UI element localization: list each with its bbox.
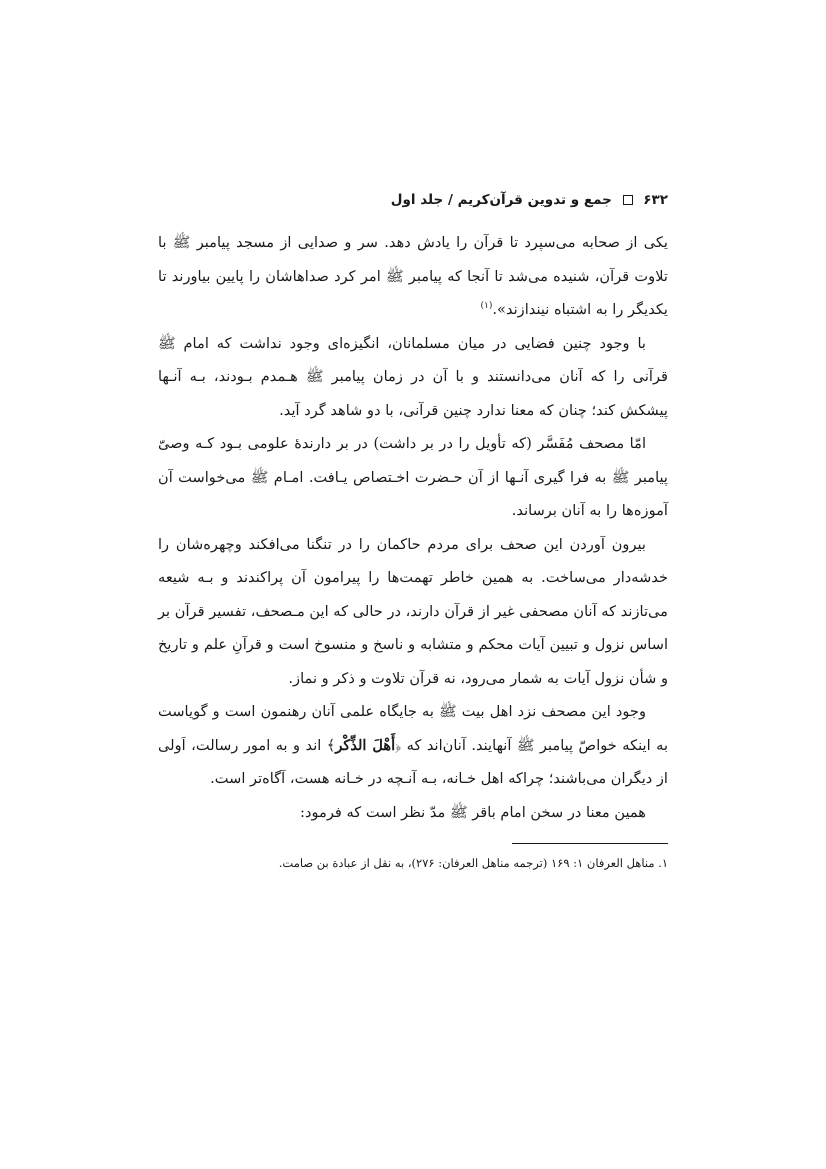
paragraph-1 bbox=[158, 226, 668, 327]
quran-quote: أَهْلَ الذِّكْر bbox=[335, 736, 396, 754]
paragraph-6: همین معنا در سخن امام باقر ﷺ مدّ نظر است که فرمود: bbox=[300, 803, 646, 821]
running-title: جمع و تدوین قرآن‌کریم / جلد اول bbox=[390, 192, 612, 208]
paragraph-5-after: ﴾ اند و به امور رسالت، اَولی از دیگران می‌باشند؛ چراکه اهل خـانه، بـه آنـچه در خـانه هست، آگاه‌تر است. bbox=[158, 736, 668, 787]
paragraph-3: امّا مصحف مُفَسَّر (که تأویل را در بر داشت) در بر دارندهٔ علومی بـود کـه وصیّ پیامبر ﷺ به فرا گیری آنـها از آن حـضرت اخـتصاص یـافت. امـام ﷺ می‌خواست آن آموزه‌ها را به آنان برساند. bbox=[158, 435, 668, 519]
paragraph-4: بیرون آوردن این صحف برای مردم حاکمان را در تنگنا می‌افکند وچهره‌شان را خدشه‌دار می‌ساخت. به همین خاطر تهمت‌ها را پیرامون آن پراکندند و بـه شیعه می‌تازند که آنان مصحفی غیر از قرآن دارند، در حالی که این مـصحف، تفسیر قرآن بر اساس نزول و تبیین آیات محکم و متشابه و ناسخ و منسوخ است و قرآنِ علم و تاریخ و شأن نزول آیات به شمار می‌رود، نه قرآن تلاوت و ذکر و نماز. bbox=[158, 535, 668, 687]
paragraph-2: با وجود چنین فضایی در میان مسلمانان، انگیزه‌ای وجود نداشت که امام ﷺ قرآنی را که آنان می‌دانستند و با آن در زمان پیامبر ﷺ هـمدم بـودند، بـه آنـها پیشکش کند؛ چنان که معنا ندارد چنین قرآنی، با دو شاهد گرد آید. bbox=[158, 334, 668, 419]
square-separator-icon bbox=[623, 195, 633, 205]
running-header bbox=[158, 188, 668, 212]
paragraph-5-before: وجود این مصحف نزد اهل بیت ﷺ به جایگاه علمی آنان رهنمون است و گویاست به اینکه خواصّ پیامبر ﷺ آنهایند. آنان‌اند که ﴿ bbox=[158, 703, 669, 754]
paragraph-5 bbox=[158, 695, 668, 796]
page-number: ۶۳۲ bbox=[643, 192, 668, 208]
footnote-reference: (۱) bbox=[480, 301, 493, 312]
paragraph-1-text: یکی از صحابه می‌سپرد تا قرآن را یادش دهد. سر و صدایی از مسجد پیامبر ﷺ با تلاوت قرآن، شنیده می‌شد تا آنجا که پیامبر ﷺ امر کرد صداهاشان را پایین بیاورند تا یکدیگر را به اشتباه نیندازند». bbox=[158, 234, 668, 318]
main-text bbox=[158, 226, 668, 829]
footnote-divider bbox=[512, 843, 668, 844]
book-page bbox=[158, 188, 668, 874]
footnote-1: ۱. مناهل العرفان ۱: ۱۶۹ (ترجمه مناهل العرفان: ۲۷۶)، به نقل از عبادة بن صامت. bbox=[278, 856, 668, 870]
